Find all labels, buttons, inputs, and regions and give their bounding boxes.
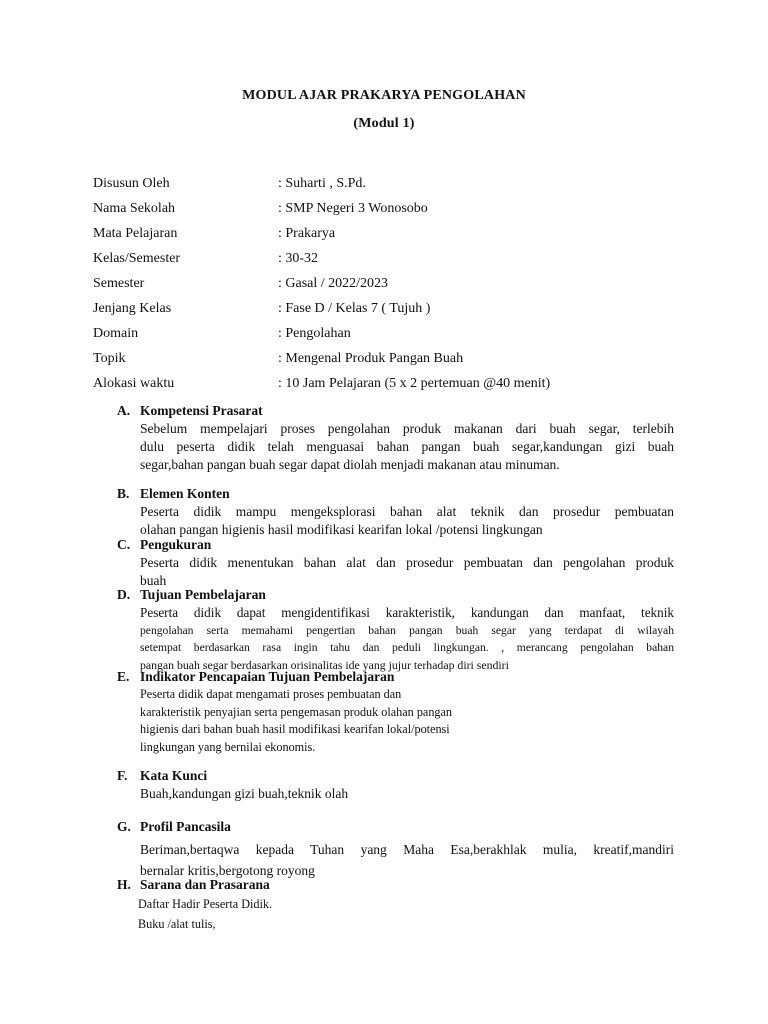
info-row xyxy=(93,201,693,221)
info-row xyxy=(93,176,693,196)
section-indikator xyxy=(117,669,677,756)
section-letter: A. xyxy=(117,403,131,418)
body-line: higienis dari bahan buah hasil modifikasi kearifan lokal/potensi xyxy=(140,722,450,736)
section-profil-pancasila xyxy=(117,819,677,881)
section-body xyxy=(138,894,672,934)
info-row xyxy=(93,276,693,296)
body-line: lingkungan yang bernilai ekonomis. xyxy=(140,739,316,754)
info-value: : Prakarya xyxy=(278,226,336,241)
body-line: dulu peserta didik telah menguasai bahan pangan buah segar,kandungan gizi buah xyxy=(140,439,674,454)
body-line: karakteristik penyajian serta pengemasan produk olahan pangan xyxy=(140,704,453,719)
body-line: Peserta didik dapat mengamati proses pembuatan dan xyxy=(140,687,402,701)
info-label: Kelas/Semester xyxy=(93,251,181,266)
info-row xyxy=(93,351,693,371)
document-subtitle: (Modul 1) xyxy=(353,116,415,131)
section-title: Pengukuran xyxy=(140,537,212,552)
section-body xyxy=(140,503,674,539)
section-title: Kompetensi Prasarat xyxy=(140,403,263,418)
body-line: setempat berdasarkan rasa ingin tahu dan peduli lingkungan. , merancang pengolahan bahan xyxy=(140,641,674,654)
section-body xyxy=(140,785,674,803)
info-row xyxy=(93,251,693,271)
body-line: olahan pangan higienis hasil modifikasi kearifan lokal /potensi lingkungan xyxy=(140,522,543,537)
body-line: pangan buah segar berdasarkan orisinalitas ide yang jujur terhadap diri sendiri xyxy=(140,657,509,672)
document-title: MODUL AJAR PRAKARYA PENGOLAHAN xyxy=(242,88,526,103)
section-elemen-konten xyxy=(117,486,677,539)
info-row xyxy=(93,226,693,246)
info-label: Domain xyxy=(93,326,139,341)
info-value: : 10 Jam Pelajaran (5 x 2 pertemuan @40 menit) xyxy=(278,376,551,391)
section-tujuan-pembelajaran xyxy=(117,587,677,674)
body-line: Buku /alat tulis, xyxy=(138,917,216,931)
section-sarana-prasarana xyxy=(117,877,677,934)
section-pengukuran xyxy=(117,537,677,590)
section-title: Profil Pancasila xyxy=(140,819,231,834)
body-line: bernalar kritis,bergotong royong xyxy=(140,863,315,878)
section-body xyxy=(140,604,674,674)
info-value: : Fase D / Kelas 7 ( Tujuh ) xyxy=(278,301,431,316)
section-title: Sarana dan Prasarana xyxy=(140,877,270,892)
info-value: : Gasal / 2022/2023 xyxy=(278,276,389,291)
section-body xyxy=(140,554,674,590)
section-letter: H. xyxy=(117,877,131,892)
info-label: Disusun Oleh xyxy=(93,176,170,191)
section-kompetensi-prasarat xyxy=(117,403,677,474)
body-line: Peserta didik mampu mengeksplorasi bahan alat teknik dan prosedur pembuatan xyxy=(140,504,674,519)
section-letter: F. xyxy=(117,768,128,783)
info-value: : 30-32 xyxy=(278,251,319,266)
section-letter: D. xyxy=(117,587,131,602)
section-letter: E. xyxy=(117,669,130,684)
section-letter: C. xyxy=(117,537,131,552)
section-title: Elemen Konten xyxy=(140,486,230,501)
body-line: segar,bahan pangan buah segar dapat diolah menjadi makanan atau minuman. xyxy=(140,457,560,472)
info-label: Alokasi waktu xyxy=(93,376,175,391)
info-label: Nama Sekolah xyxy=(93,201,176,216)
info-row xyxy=(93,301,693,321)
section-title: Kata Kunci xyxy=(140,768,208,783)
section-title: Indikator Pencapaian Tujuan Pembelajaran xyxy=(140,669,395,684)
section-letter: G. xyxy=(117,819,131,834)
section-letter: B. xyxy=(117,486,130,501)
info-label: Mata Pelajaran xyxy=(93,226,178,241)
body-line: Buah,kandungan gizi buah,teknik olah xyxy=(140,786,349,801)
body-line: Peserta didik menentukan bahan alat dan prosedur pembuatan dan pengolahan produk xyxy=(140,555,674,570)
info-value: : Suharti , S.Pd. xyxy=(278,176,366,191)
info-label: Semester xyxy=(93,276,145,291)
section-body xyxy=(140,686,674,756)
info-label: Jenjang Kelas xyxy=(93,301,172,316)
info-row xyxy=(93,376,693,396)
info-row xyxy=(93,326,693,346)
body-line: Daftar Hadir Peserta Didik. xyxy=(138,897,273,911)
info-value: : SMP Negeri 3 Wonosobo xyxy=(278,201,428,216)
info-value: : Mengenal Produk Pangan Buah xyxy=(278,351,464,366)
info-value: : Pengolahan xyxy=(278,326,351,341)
body-line: Peserta didik dapat mengidentifikasi karakteristik, kandungan dan manfaat, teknik xyxy=(140,605,674,620)
section-body xyxy=(140,420,674,474)
body-line: Beriman,bertaqwa kepada Tuhan yang Maha Esa,berakhlak mulia, kreatif,mandiri xyxy=(140,842,674,857)
body-line: pengolahan serta memahami pengertian bahan pangan buah segar yang terdapat di wilayah xyxy=(140,623,674,637)
body-line: buah xyxy=(140,573,167,588)
section-title: Tujuan Pembelajaran xyxy=(140,587,266,602)
body-line: Sebelum mempelajari proses pengolahan produk makanan dari buah segar, terlebih xyxy=(140,421,674,436)
section-kata-kunci xyxy=(117,768,677,803)
section-body xyxy=(140,839,674,881)
info-label: Topik xyxy=(93,351,126,366)
